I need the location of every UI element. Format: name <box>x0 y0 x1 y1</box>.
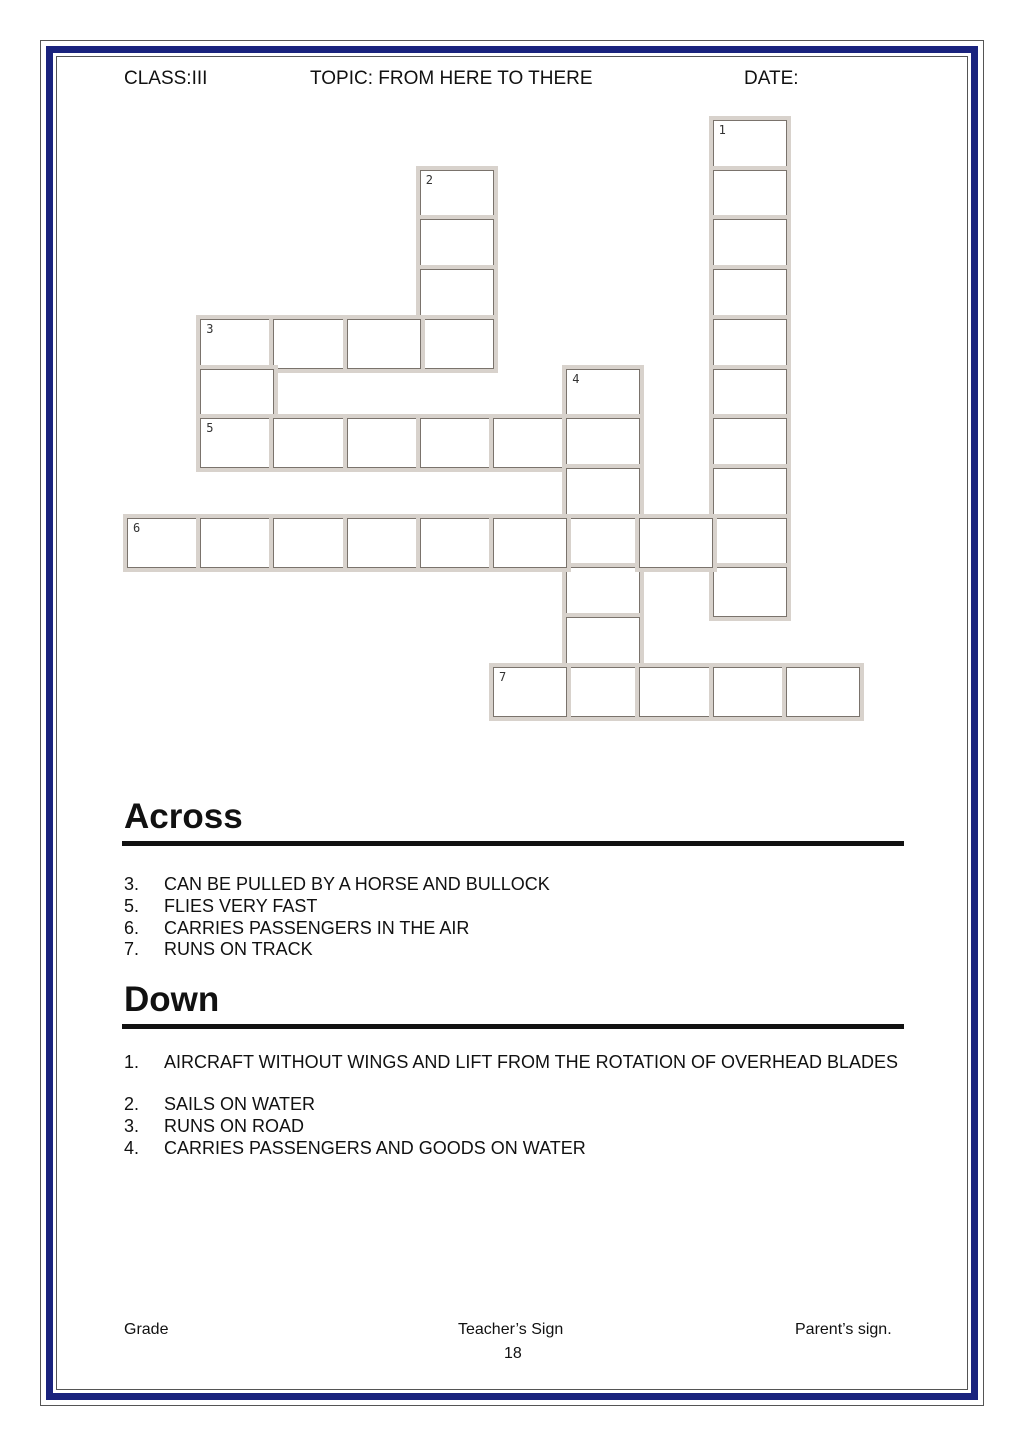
across-rule <box>122 841 904 846</box>
crossword-cell[interactable] <box>713 319 787 369</box>
across-clue <box>124 896 904 918</box>
date-label: DATE: <box>744 68 799 89</box>
crossword-cell[interactable] <box>420 518 494 568</box>
clue-number: 2. <box>124 1094 140 1114</box>
clue-text: SAILS ON WATER <box>164 1094 316 1114</box>
crossword-cell[interactable] <box>566 369 640 419</box>
crossword-cell[interactable] <box>713 170 787 220</box>
clue-number: 1. <box>124 1052 140 1072</box>
down-rule <box>122 1024 904 1029</box>
crossword-cell[interactable] <box>347 518 421 568</box>
across-title: Across <box>124 797 243 836</box>
down-clue <box>124 1052 904 1074</box>
crossword-cell[interactable] <box>713 120 787 170</box>
crossword-cell[interactable] <box>420 170 494 220</box>
crossword-cell[interactable] <box>347 319 421 369</box>
clue-text: FLIES VERY FAST <box>164 896 318 916</box>
parent-sign-label: Parent’s sign. <box>795 1321 892 1338</box>
topic-label: TOPIC: FROM HERE TO THERE <box>310 68 593 89</box>
crossword-cell[interactable] <box>493 418 567 468</box>
clue-text: CARRIES PASSENGERS IN THE AIR <box>164 918 470 938</box>
clue-number-label: 4 <box>572 371 580 386</box>
clue-text: CARRIES PASSENGERS AND GOODS ON WATER <box>164 1138 586 1158</box>
crossword-cell[interactable] <box>493 667 567 717</box>
across-clue <box>124 918 904 940</box>
crossword-cell[interactable] <box>566 468 640 518</box>
crossword-cell[interactable] <box>639 667 713 717</box>
crossword-cell[interactable] <box>639 518 713 568</box>
page-border-inner <box>56 56 968 1390</box>
clue-number-label: 2 <box>425 172 434 187</box>
crossword-cell[interactable] <box>420 269 494 319</box>
clue-text: CAN BE PULLED BY A HORSE AND BULLOCK <box>164 874 550 894</box>
crossword-cell[interactable] <box>420 418 494 468</box>
crossword-cell[interactable] <box>713 567 787 617</box>
clue-number-label: 5 <box>206 421 214 436</box>
crossword-cell[interactable] <box>713 667 787 717</box>
crossword-cell[interactable] <box>713 369 787 419</box>
clue-number: 6. <box>124 918 140 938</box>
down-clue <box>124 1138 904 1160</box>
crossword-cell[interactable] <box>713 418 787 468</box>
clue-number: 4. <box>124 1138 140 1158</box>
crossword-cell[interactable] <box>127 518 201 568</box>
grade-label: Grade <box>124 1321 169 1338</box>
clue-text: AIRCRAFT WITHOUT WINGS AND LIFT FROM THE ROTATION OF OVERHEAD BLADES <box>164 1052 899 1072</box>
crossword-cell[interactable] <box>713 518 787 568</box>
clue-number-label: 7 <box>499 669 507 684</box>
crossword-cell[interactable] <box>273 518 347 568</box>
crossword-cell[interactable] <box>566 518 640 568</box>
clue-number-label: 6 <box>133 520 141 535</box>
clue-text: RUNS ON TRACK <box>164 939 313 959</box>
crossword-cell[interactable] <box>420 319 494 369</box>
crossword-cell[interactable] <box>713 269 787 319</box>
across-clue <box>124 939 904 961</box>
crossword-cell[interactable] <box>200 418 274 468</box>
crossword-cell[interactable] <box>420 219 494 269</box>
clue-number: 3. <box>124 1116 140 1136</box>
crossword-cell[interactable] <box>493 518 567 568</box>
clue-text: RUNS ON ROAD <box>164 1116 305 1136</box>
crossword-cell[interactable] <box>713 468 787 518</box>
crossword-cell[interactable] <box>566 418 640 468</box>
down-clue <box>124 1116 904 1138</box>
down-clue <box>124 1094 904 1116</box>
crossword-cell[interactable] <box>273 319 347 369</box>
across-clue <box>124 874 904 896</box>
teacher-sign-label: Teacher’s Sign <box>458 1321 564 1338</box>
crossword-cell[interactable] <box>713 219 787 269</box>
class-label: CLASS:III <box>124 68 208 89</box>
clue-number-label: 3 <box>206 321 214 336</box>
page-number: 18 <box>504 1345 522 1362</box>
crossword-cell[interactable] <box>566 667 640 717</box>
crossword-cell[interactable] <box>566 617 640 667</box>
crossword-cell[interactable] <box>200 369 274 419</box>
crossword-cell[interactable] <box>347 418 421 468</box>
clue-number-label: 1 <box>718 123 726 137</box>
clue-number: 5. <box>124 896 140 916</box>
clue-number: 3. <box>124 874 140 894</box>
down-title: Down <box>124 980 220 1019</box>
crossword-cell[interactable] <box>200 518 274 568</box>
clue-number: 7. <box>124 939 140 959</box>
crossword-cell[interactable] <box>273 418 347 468</box>
crossword-cell[interactable] <box>786 667 860 717</box>
crossword-cell[interactable] <box>566 567 640 617</box>
crossword-cell[interactable] <box>200 319 274 369</box>
